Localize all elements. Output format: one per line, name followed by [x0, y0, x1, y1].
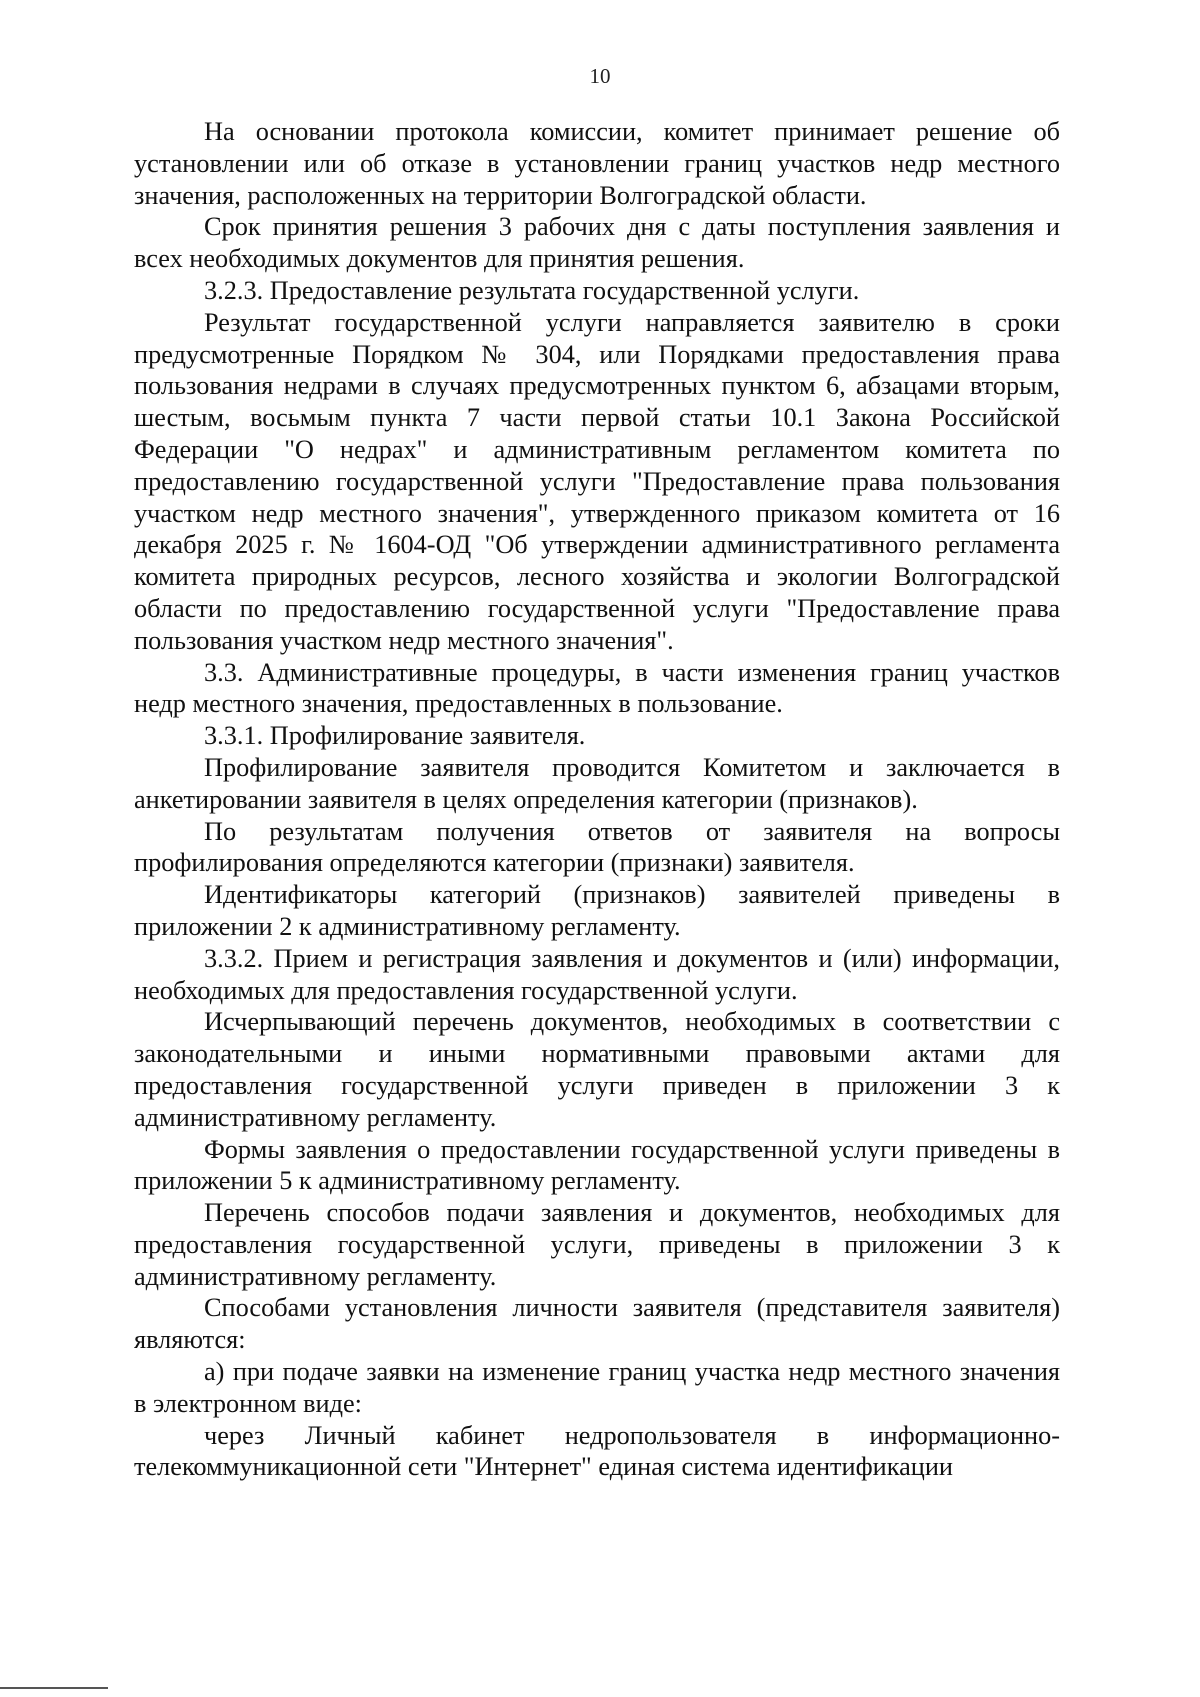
- section-heading: 3.2.3. Предоставление результата государственной услуги.: [204, 275, 860, 305]
- page-number: 10: [589, 64, 611, 88]
- paragraph: По результатам получения ответов от заявителя на вопросы профилирования определяются категории (признаки) заявителя.: [134, 816, 1060, 878]
- paragraph: Срок принятия решения 3 рабочих дня с даты поступления заявления и всех необходимых документов для принятия решения.: [134, 212, 1060, 274]
- list-item: а) при подаче заявки на изменение границ участка недр местного значения в электронном виде:: [134, 1357, 1060, 1418]
- paragraph: На основании протокола комиссии, комитет принимает решение об установлении или об отказе в установлении границ участков недр местного значения, расположенных на территории Волгоградской области.: [134, 117, 1060, 210]
- section-heading: 3.3.1. Профилирование заявителя.: [204, 721, 586, 751]
- section-heading: 3.3. Административные процедуры, в части изменения границ участков недр местного значения, предоставленных в пользование.: [134, 657, 1060, 719]
- paragraph: Исчерпывающий перечень документов, необходимых в соответствии с законодательными и иными нормативными правовыми актами для предоставления государственной услуги приведен в приложении 3 к административному регламенту.: [134, 1007, 1060, 1132]
- paragraph: Формы заявления о предоставлении государственной услуги приведены в приложении 5 к административному регламенту.: [134, 1134, 1060, 1196]
- paragraph: через Личный кабинет недропользователя в информационно-телекоммуникационной сети "Интернет" единая система идентификации: [134, 1420, 1060, 1482]
- document-body: [134, 116, 1060, 1483]
- paragraph: Идентификаторы категорий (признаков) заявителей приведены в приложении 2 к административному регламенту.: [134, 880, 1060, 941]
- paragraph: Профилирование заявителя проводится Комитетом и заключается в анкетировании заявителя в целях определения категории (признаков).: [134, 752, 1060, 814]
- paragraph: Результат государственной услуги направляется заявителю в сроки предусмотренные Порядком № 304, или Порядками предоставления права пользования недрами в случаях предусмотренных пунктом 6, абзацами вторым, шестым, восьмым пункта 7 части первой статьи 10.1 Закона Российской Федерации "О недрах" и административным регламентом комитета по предоставлению государственной услуги "Предоставление права пользования участком недр местного значения", утвержденного приказом комитета от 16 декабря 2025 г. № 1604-ОД "Об утверждении административного регламента комитета природных ресурсов, лесного хозяйства и экологии Волгоградской области по предоставлению государственной услуги "Предоставление права пользования участком недр местного значения".: [134, 307, 1060, 655]
- footer-rule: [0, 1687, 108, 1689]
- section-heading: 3.3.2. Прием и регистрация заявления и документов и (или) информации, необходимых для предоставления государственной услуги.: [134, 943, 1060, 1005]
- paragraph: Перечень способов подачи заявления и документов, необходимых для предоставления государственной услуги, приведены в приложении 3 к административному регламенту.: [134, 1198, 1060, 1291]
- paragraph: Способами установления личности заявителя (представителя заявителя) являются:: [134, 1293, 1060, 1355]
